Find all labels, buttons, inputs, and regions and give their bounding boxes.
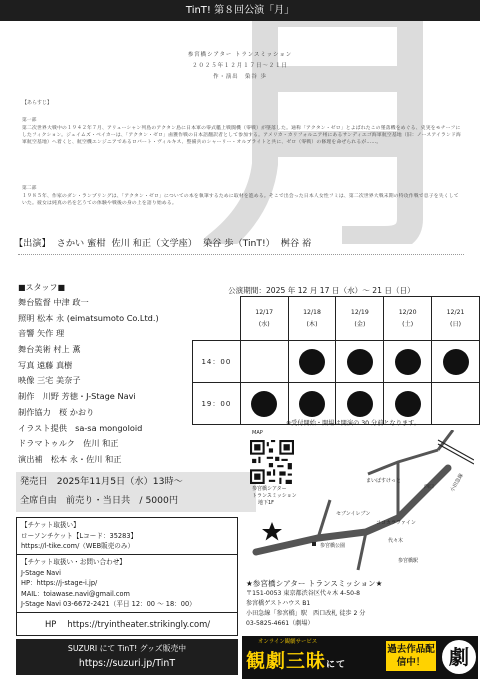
cast-name: 佐川 和正（文学座） xyxy=(111,238,198,249)
hp-link[interactable]: HP https://tryintheater.strikingly.com/ xyxy=(16,612,238,636)
schedule-time: 19：00 xyxy=(193,383,241,425)
performance-dot xyxy=(299,391,325,417)
title-band xyxy=(0,0,480,21)
performance-dot xyxy=(347,349,373,375)
staff-row: 音響 矢作 理 xyxy=(18,328,65,339)
contact-hp[interactable]: HP：https://j-stage-i.jp/ xyxy=(21,579,98,588)
staff-row: 照明 松本 永 (eimatsumoto Co.Ltd.) xyxy=(18,312,159,323)
ticket-box xyxy=(16,517,238,555)
staff-row: 演出補 松本 永・佐川 和正 xyxy=(18,453,122,464)
schedule-cell xyxy=(336,341,384,383)
venue-phone: 03-5825-4661（劇場） xyxy=(246,620,314,627)
svg-text:参宮橋シアター: 参宮橋シアター xyxy=(252,486,287,492)
part2-label: 第二部 xyxy=(22,186,37,191)
part1-text: 第二次世界大戦中の１９４２年７月、アリューシャン列島のアクタン島に日本軍の零式艦上戦闘機（零戦）が墜落した。通称「アクタン・ゼロ」とよばれたこの墜落機をめぐる、史実をモチーフにしたフィクション。ジェイムズ・ベイカーは、「アクタン・ゼロ」鹵獲作戦の日本語翻訳者として参加する。アメリカ・カリフォルニア州にあるサンディエゴ海軍航空基地（旧：ノースアイランド海軍航空基地）へ着くと、航空機エンジニアであるロバート・ヴィルキス、整備兵のシャーリー・オルブライトと共に、ゼロ（零戦）の修理を命ぜられるが……。 xyxy=(22,126,461,145)
svg-text:まいばすけっと: まいばすけっと xyxy=(366,478,402,484)
staff-heading: ■スタッフ■ xyxy=(18,283,66,292)
suzuri-line1: SUZURI にて TinT! グッズ販売中 xyxy=(67,644,187,653)
svg-text:ココカラファイン: ココカラファイン xyxy=(376,520,416,526)
theater-logo-icon: 劇 xyxy=(442,640,476,674)
schedule-day: 12/21 (日) xyxy=(432,297,480,341)
staff-row: 舞台監督 中津 政一 xyxy=(18,297,89,307)
svg-text:代々木: 代々木 xyxy=(388,538,404,544)
venue-address: 〒151-0053 東京都渋谷区代々木 4-50-8 xyxy=(246,590,361,597)
staff-row: 制作 川野 芳徳・J-Stage Navi xyxy=(18,391,136,402)
staff-row: 映像 三宅 美奈子 xyxy=(18,375,81,386)
performance-dot xyxy=(251,391,277,417)
cast-name: 桝谷 裕 xyxy=(280,238,312,249)
svg-text:小田急線: 小田急線 xyxy=(449,472,465,493)
schedule-day: 12/20 (土) xyxy=(384,297,432,341)
venue-name: ★参宮橋シアター トランスミッション★ xyxy=(246,579,383,588)
sale-date: 発売日 2025年11月5日（水）13時～ xyxy=(20,476,183,487)
staff-row: ドラマトゥルク 佐川 和正 xyxy=(18,438,119,449)
part2-text: １９８５年、作家のダン・ランプリングは、「アクタン・ゼロ」についての本を執筆するために取材を進める。そこで出会った日本人女性フミは、第二次世界大戦末期の特攻作戦で息子を失くしていた。彼女は純真の名を乞うての体験や戦後の身の上を語り始める。 xyxy=(22,194,459,206)
production-title: TinT! 第８回公演「月」 xyxy=(185,5,295,16)
svg-text:セブンイレブン: セブンイレブン xyxy=(336,511,371,517)
suzuri-banner[interactable] xyxy=(16,639,238,675)
svg-text:西口: 西口 xyxy=(424,484,435,490)
schedule-corner xyxy=(193,297,241,341)
divider xyxy=(18,254,464,255)
lawson-url[interactable]: https://l-tike.com/（WEB販売のみ） xyxy=(21,542,135,551)
staff-row: 制作協力 桜 かおり xyxy=(18,406,95,417)
schedule-day: 12/19 (金) xyxy=(336,297,384,341)
performance-dot xyxy=(395,391,421,417)
map-label: MAP xyxy=(252,430,263,436)
contact-mail[interactable]: MAIL：toiawase.navi@gmail.com xyxy=(21,589,130,598)
performance-dot xyxy=(347,391,373,417)
schedule-cell xyxy=(432,383,480,425)
venue-building: 参宮橋ゲストハウス B1 xyxy=(246,600,311,607)
ticket-box-heading: 【チケット取扱い】 xyxy=(21,521,80,529)
ad-tagline: オンライン観劇サービス xyxy=(258,639,318,645)
schedule-day: 12/18 (木) xyxy=(288,297,336,341)
schedule-note: ※受付開始・開場は開演の 30 分前となります。 xyxy=(286,420,421,427)
contact-box xyxy=(16,554,238,613)
venue-access: 小田急線「参宮橋」駅 西口改札 徒歩 2 分 xyxy=(246,610,366,617)
schedule-cell xyxy=(432,341,480,383)
suzuri-url[interactable]: https://suzuri.jp/TinT xyxy=(78,658,176,669)
schedule-cell xyxy=(384,341,432,383)
ticket-price: 全席自由 前売り・当日共 / 5000円 xyxy=(20,495,179,506)
cast-label: 【出演】 xyxy=(14,238,51,249)
synopsis-heading: 【あらすじ】 xyxy=(22,100,53,106)
cast-name: 染谷 歩（TinT!） xyxy=(202,238,275,249)
svg-text:参宮橋駅: 参宮橋駅 xyxy=(398,558,419,564)
contact-org: J-Stage Navi xyxy=(21,568,61,577)
staff-row: イラスト提供 sa-sa mongoloid xyxy=(18,422,143,433)
performance-dot xyxy=(299,349,325,375)
contact-phone: J-Stage Navi 03-6672-2421（平日 12：00 ～ 18：00） xyxy=(21,600,196,609)
venue-line: 参宮橋シアター トランスミッション xyxy=(187,52,293,58)
author-line: 作・演出 染谷 歩 xyxy=(213,74,267,80)
cast-block xyxy=(14,235,474,249)
schedule-cell xyxy=(240,383,288,425)
performance-dot xyxy=(395,349,421,375)
performance-period: 公演期間：2025 年 12 月 17 日（水）～ 21 日（日） xyxy=(228,286,415,295)
ad-badge: 過去作品配信中！ xyxy=(386,641,436,671)
qr-code[interactable] xyxy=(250,440,294,484)
schedule-cell xyxy=(240,341,288,383)
staff-row: 写真 遠藤 真樹 xyxy=(18,359,73,370)
moon-kanji-background xyxy=(205,0,465,244)
schedule-time: 14：00 xyxy=(193,341,241,383)
svg-text:参宮橋公園: 参宮橋公園 xyxy=(320,543,346,549)
schedule-table xyxy=(192,296,480,425)
staff-row: 舞台美術 村上 薫 xyxy=(18,344,81,355)
schedule-cell xyxy=(288,341,336,383)
venue-info xyxy=(246,578,476,629)
contact-heading: 【チケット取扱い・お問い合わせ】 xyxy=(21,558,126,566)
date-line: ２０２５年１２月１７日～２１日 xyxy=(192,63,288,69)
performance-dot xyxy=(443,349,469,375)
kangeki-zanmai-banner[interactable] xyxy=(242,636,478,679)
sales-box xyxy=(16,472,256,512)
part1-label: 第一部 xyxy=(22,118,37,123)
svg-text:地下1F: 地下1F xyxy=(258,500,275,506)
lawson-ticket: ローソンチケット【Lコード：35283】 xyxy=(21,531,138,540)
schedule-day: 12/17 (水) xyxy=(240,297,288,341)
ad-title: 観劇三昧にて xyxy=(246,650,347,672)
svg-text:トランスミッション: トランスミッション xyxy=(252,493,297,499)
cast-name: さかい 蜜柑 xyxy=(56,238,106,249)
